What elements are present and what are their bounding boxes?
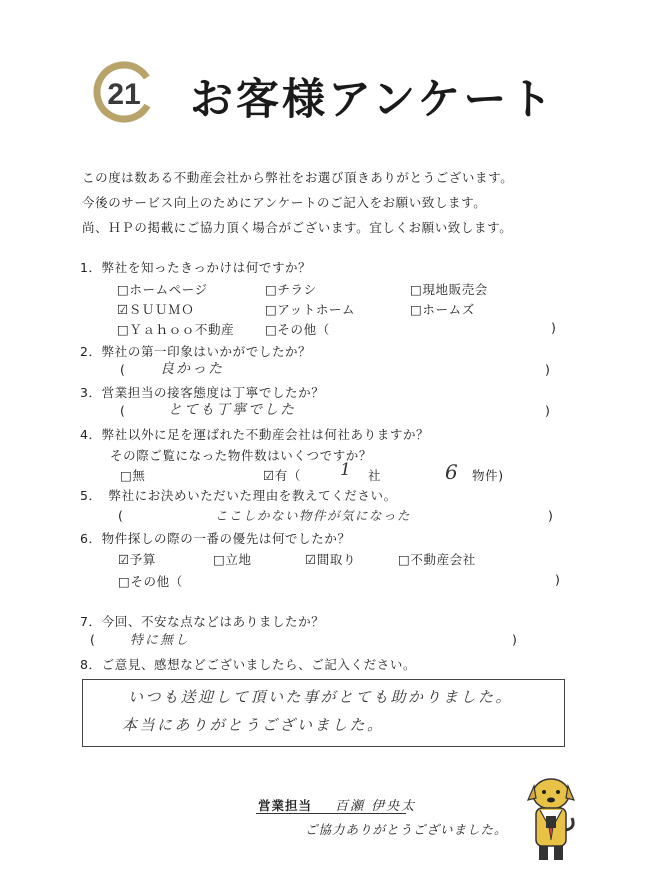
q1-option-yahoo[interactable]: □Ｙａｈｏｏ不動産 xyxy=(117,322,235,337)
q7-open-paren: ( xyxy=(90,632,95,647)
q6-option-floorplan[interactable]: ☑間取り xyxy=(305,552,357,567)
q8-answer-line-2: 本当にありがとうございました。 xyxy=(122,716,385,734)
century21-logo xyxy=(92,60,156,124)
q3-answer[interactable]: とても丁寧でした xyxy=(168,402,296,418)
q5-open-paren: ( xyxy=(118,508,123,523)
q4-company-unit: 社 xyxy=(368,468,382,483)
q4-option-yes[interactable]: ☑有（ xyxy=(263,468,302,483)
question-8: 8．ご意見、感想などございましたら、ご記入ください。 xyxy=(80,657,417,672)
staff-underline xyxy=(256,813,406,814)
dog-mascot-icon xyxy=(520,770,582,866)
q6-option-other[interactable]: □その他（ xyxy=(118,574,183,589)
q1-option-flyer[interactable]: □チラシ xyxy=(265,282,317,297)
intro-line-1: この度は数ある不動産会社から弊社をお選び頂きありがとうございます。 xyxy=(82,170,514,185)
intro-line-3: 尚、ＨＰの掲載にご協力頂く場合がございます。宜しくお願い致します。 xyxy=(82,220,513,235)
question-6: 6．物件探しの際の一番の優先は何でしたか？ xyxy=(80,531,351,546)
intro-line-2: 今後のサービス向上のためにアンケートのご記入をお願い致します。 xyxy=(82,195,487,210)
q8-answer-line-1: いつも送迎して頂いた事がとても助かりました。 xyxy=(128,688,514,706)
q6-close-paren: ) xyxy=(555,572,560,587)
q3-open-paren: ( xyxy=(120,403,125,418)
page-title: お客様アンケート xyxy=(190,75,556,125)
q2-close-paren: ) xyxy=(545,362,550,377)
q4-option-none[interactable]: □無 xyxy=(120,468,146,483)
question-3: 3．営業担当の接客態度は丁寧でしたか？ xyxy=(80,385,325,400)
q2-open-paren: ( xyxy=(120,362,125,377)
q5-close-paren: ) xyxy=(548,508,553,523)
q1-option-homepage[interactable]: □ホームページ xyxy=(117,282,208,297)
q1-option-other[interactable]: □その他（ xyxy=(265,322,330,337)
q6-option-company[interactable]: □不動産会社 xyxy=(398,552,476,567)
question-4: 4．弊社以外に足を運ばれた不動産会社は何社ありますか？ xyxy=(80,427,430,442)
staff-label: 営業担当 xyxy=(258,798,313,813)
logo-text: 21 xyxy=(107,78,141,111)
q1-close-paren: ) xyxy=(551,320,556,335)
q2-answer[interactable]: 良かった xyxy=(160,361,224,377)
question-5: 5． 弊社にお決めいただいた理由を教えてください。 xyxy=(80,488,397,503)
thanks-message: ご協力ありがとうございました。 xyxy=(305,822,508,837)
q4-property-count[interactable]: 6 xyxy=(445,460,460,484)
staff-name: 百瀬 伊央太 xyxy=(335,799,417,814)
q1-option-suumo[interactable]: ☑ＳＵＵＭＯ xyxy=(117,302,195,317)
q5-answer[interactable]: ここしかない物件が気になった xyxy=(215,508,412,523)
q1-option-homes[interactable]: □ホームズ xyxy=(410,302,475,317)
question-7: 7．今回、不安な点などはありましたか？ xyxy=(80,614,325,629)
q6-option-budget[interactable]: ☑予算 xyxy=(118,552,157,567)
question-2: 2．弊社の第一印象はいかがでしたか？ xyxy=(80,344,312,359)
q7-close-paren: ) xyxy=(512,632,517,647)
q4-property-unit: 物件) xyxy=(472,468,504,483)
question-4-sub: その際ご覧になった物件数はいくつですか？ xyxy=(110,448,373,463)
q4-company-count[interactable]: 1 xyxy=(340,460,353,480)
q1-option-athome[interactable]: □アットホーム xyxy=(265,302,356,317)
q7-answer[interactable]: 特に無し xyxy=(130,633,191,648)
question-1: 1．弊社を知ったきっかけは何ですか？ xyxy=(80,260,312,275)
q1-option-open-house[interactable]: □現地販売会 xyxy=(410,282,488,297)
q3-close-paren: ) xyxy=(545,403,550,418)
q6-option-location[interactable]: □立地 xyxy=(213,552,252,567)
